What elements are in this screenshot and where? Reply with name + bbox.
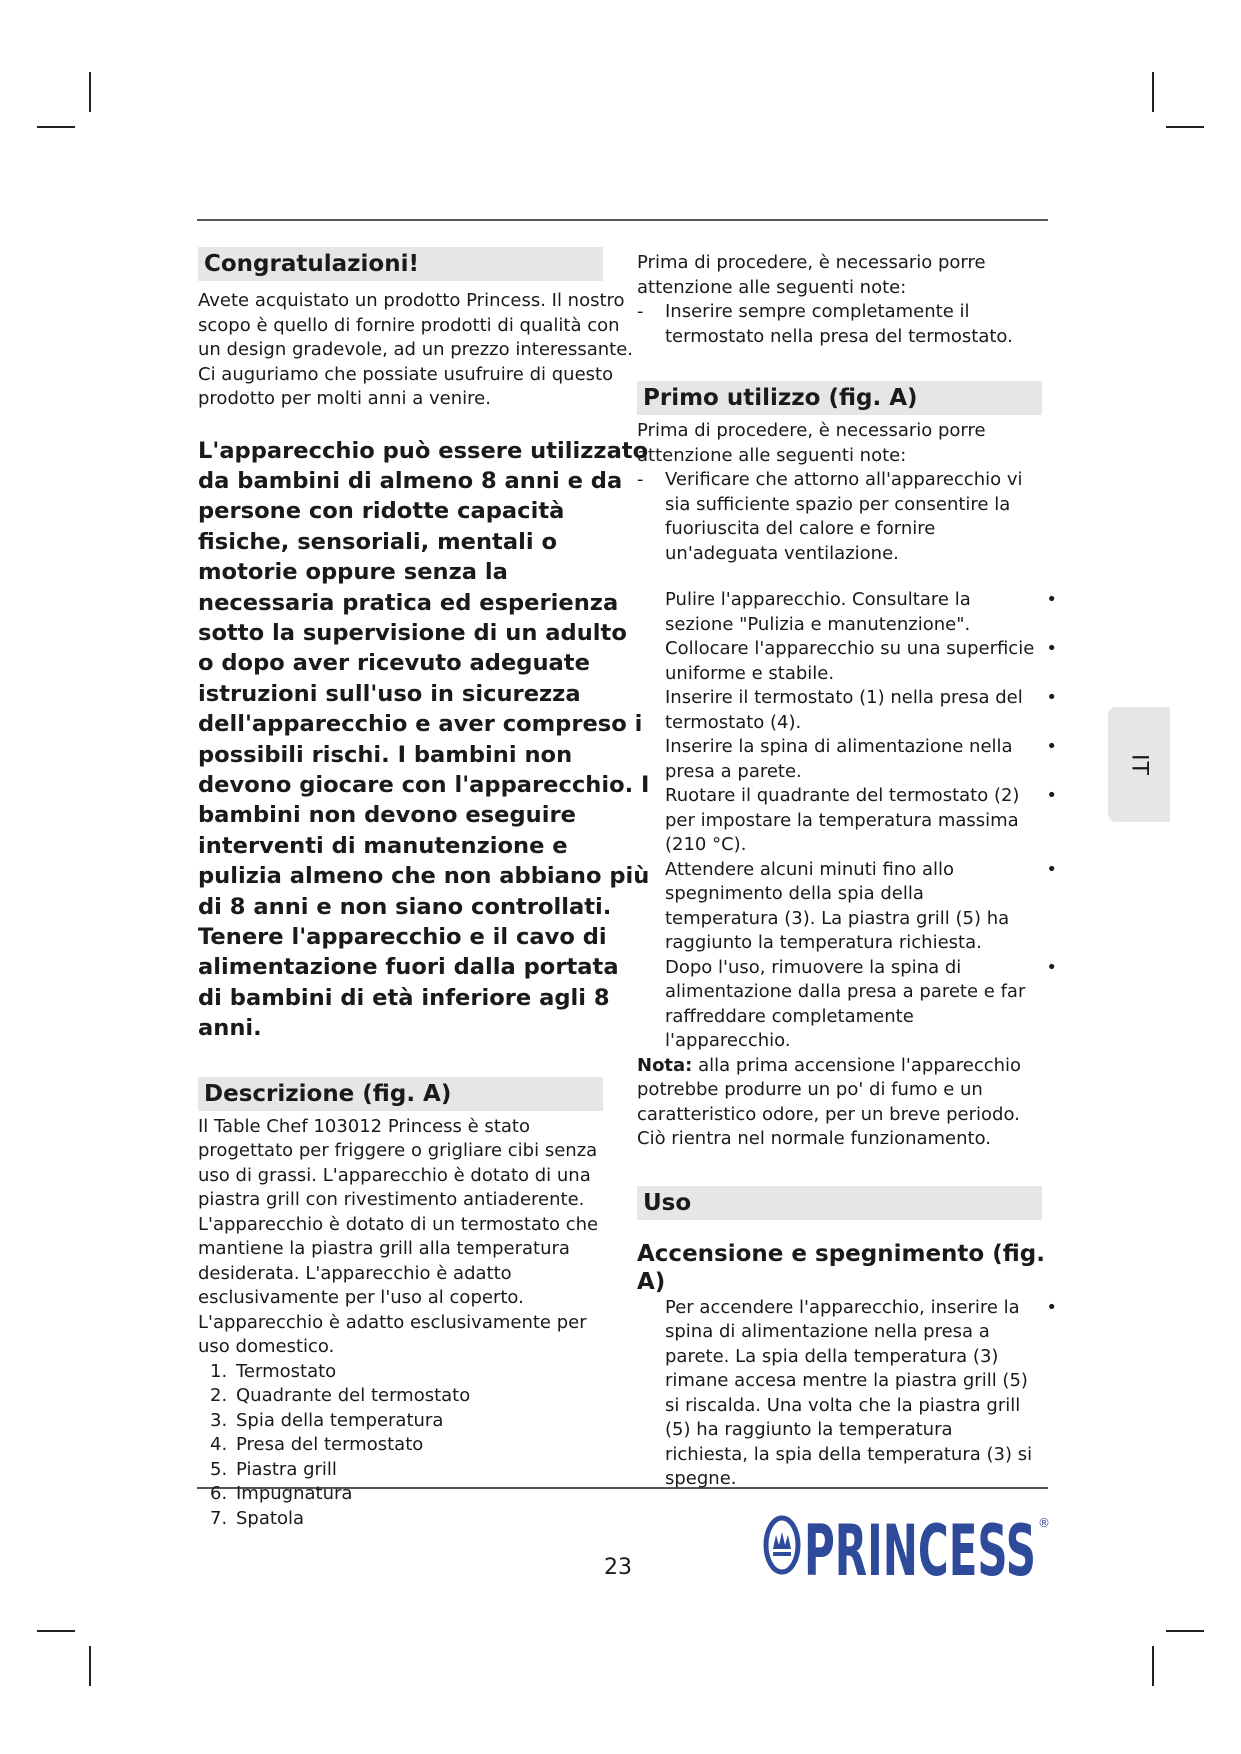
- primo-intro-text: Prima di procedere, è necessario porre attenzione alle seguenti note:: [637, 420, 986, 466]
- bullet-icon: •: [1046, 589, 1057, 610]
- congratulazioni-heading: Congratulazioni!: [198, 247, 603, 281]
- list-item: 3. Spia della temperatura: [210, 1409, 444, 1431]
- list-item: Per accendere l'apparecchio, inserire la spina di alimentazione nella presa a parete. La spia della temperatura (3) rimane accesa mentre la piastra grill (5) si riscalda. Una volta che la piastra grill (5) ha raggiunto la temperatura richiesta, la spia della temperatura (3) si spegne. •: [665, 1296, 1057, 1489]
- crown-emblem-icon: [766, 1518, 798, 1572]
- crop-mark: [37, 1630, 75, 1632]
- list-item: Dopo l'uso, rimuovere la spina di alimentazione dalla presa a parete e far raffreddare completamente l'apparecchio. •: [665, 956, 1057, 1051]
- crop-mark: [89, 1646, 91, 1686]
- list-item: 6. Impugnatura: [210, 1483, 353, 1505]
- page-number: 23: [604, 1555, 632, 1580]
- primo-steps: [637, 588, 1057, 1054]
- congratulazioni-text: Avete acquistato un prodotto Princess. Il nostro scopo è quello di fornire prodotti di qualità con un design gradevole, ad un prezzo interessante. Ci auguriamo che possiate usufruire di questo prodotto per molti anni a venire.: [198, 290, 634, 409]
- primo-note: - Verificare che attorno all'apparecchio vi sia sufficiente spazio per consentire la fuoriuscita del calore e fornire un'adeguata ventilazione.: [637, 469, 1023, 564]
- crop-mark: [89, 72, 91, 112]
- dash-marker: -: [637, 301, 644, 322]
- crop-mark: [1152, 72, 1154, 112]
- registered-mark: ®: [1038, 1516, 1050, 1530]
- uso-heading: Uso: [637, 1186, 1042, 1220]
- princess-logo: [760, 1505, 1050, 1585]
- bullet-icon: •: [1046, 638, 1057, 659]
- crop-mark: [1152, 1646, 1154, 1686]
- bullet-icon: •: [1046, 956, 1057, 978]
- list-item: Ruotare il quadrante del termostato (2) per impostare la temperatura massima (210 °C). •: [665, 785, 1057, 855]
- intro-note: - Inserire sempre completamente il termostato nella presa del termostato.: [637, 301, 1013, 347]
- nota-label: Nota:: [637, 1054, 693, 1076]
- top-rule: [197, 219, 1048, 221]
- language-tab: [1108, 707, 1170, 822]
- language-tab-label: IT: [1126, 753, 1152, 776]
- descrizione-heading: Descrizione (fig. A): [198, 1077, 603, 1111]
- list-item: Attendere alcuni minuti fino allo spegnimento della spia della temperatura (3). La piastra grill (5) ha raggiunto la temperatura richiesta. •: [665, 858, 1057, 953]
- bullet-icon: •: [1046, 858, 1057, 880]
- descrizione-text: Il Table Chef 103012 Princess è stato progettato per friggere o grigliare cibi senza uso di grassi. L'apparecchio è dotato di una piastra grill con rivestimento antiaderente. L'apparecchio è dotato di un termostato che mantiene la piastra grill alla temperatura desiderata. L'apparecchio è adatto esclusivamente per l'uso al coperto. L'apparecchio è adatto esclusivamente per uso domestico.: [198, 1115, 599, 1358]
- crop-mark: [1166, 126, 1204, 128]
- list-item: 7. Spatola: [210, 1507, 304, 1529]
- crop-mark: [37, 126, 75, 128]
- crop-mark: [1166, 1630, 1204, 1632]
- list-item: Collocare l'apparecchio su una superficie uniforme e stabile. •: [665, 638, 1057, 684]
- list-item: 5. Piastra grill: [210, 1458, 337, 1480]
- bullet-icon: •: [1046, 1296, 1057, 1318]
- list-item: Inserire la spina di alimentazione nella presa a parete. •: [665, 736, 1057, 782]
- nota-text: Nota: alla prima accensione l'apparecchio potrebbe produrre un po' di fumo e un caratteristico odore, per un breve periodo. Ciò rientra nel normale funzionamento.: [637, 1054, 1022, 1149]
- uso-steps: [637, 1296, 1057, 1492]
- list-item: 2. Quadrante del termostato: [210, 1385, 471, 1407]
- list-item: 4. Presa del termostato: [210, 1434, 424, 1456]
- right-column: [637, 247, 1057, 1492]
- safety-warning: L'apparecchio può essere utilizzato da bambini di almeno 8 anni e da persone con ridotte capacità fisiche, sensoriali, mentali o motorie oppure senza la necessaria pratica ed esperienza sotto la supervisione di un adulto o dopo aver ricevuto adeguate istruzioni sull'uso in sicurezza dell'apparecchio e aver compreso i possibili rischi. I bambini non devono giocare con l'apparecchio. I bambini non devono eseguire interventi di manutenzione e pulizia almeno che non abbiano più di 8 anni e non siano controllati. Tenere l'apparecchio e il cavo di alimentazione fuori dalla portata di bambini di età inferiore agli 8 anni.: [198, 437, 650, 1042]
- intro-text: Prima di procedere, è necessario porre attenzione alle seguenti note:: [637, 252, 986, 298]
- list-item: Pulire l'apparecchio. Consultare la sezione "Pulizia e manutenzione". •: [665, 589, 1057, 635]
- logo-wordmark: PRINCESS: [804, 1510, 1036, 1585]
- parts-list: [198, 1360, 650, 1532]
- left-column: [198, 247, 650, 1531]
- bullet-icon: •: [1046, 687, 1057, 708]
- accensione-subheading: Accensione e spegnimento (fig. A): [637, 1240, 1045, 1295]
- bullet-icon: •: [1046, 785, 1057, 806]
- list-item: 1. Termostato: [210, 1360, 337, 1382]
- bullet-icon: •: [1046, 736, 1057, 757]
- dash-marker: -: [637, 469, 644, 490]
- primo-utilizzo-heading: Primo utilizzo (fig. A): [637, 381, 1042, 415]
- list-item: Inserire il termostato (1) nella presa del termostato (4). •: [665, 687, 1057, 733]
